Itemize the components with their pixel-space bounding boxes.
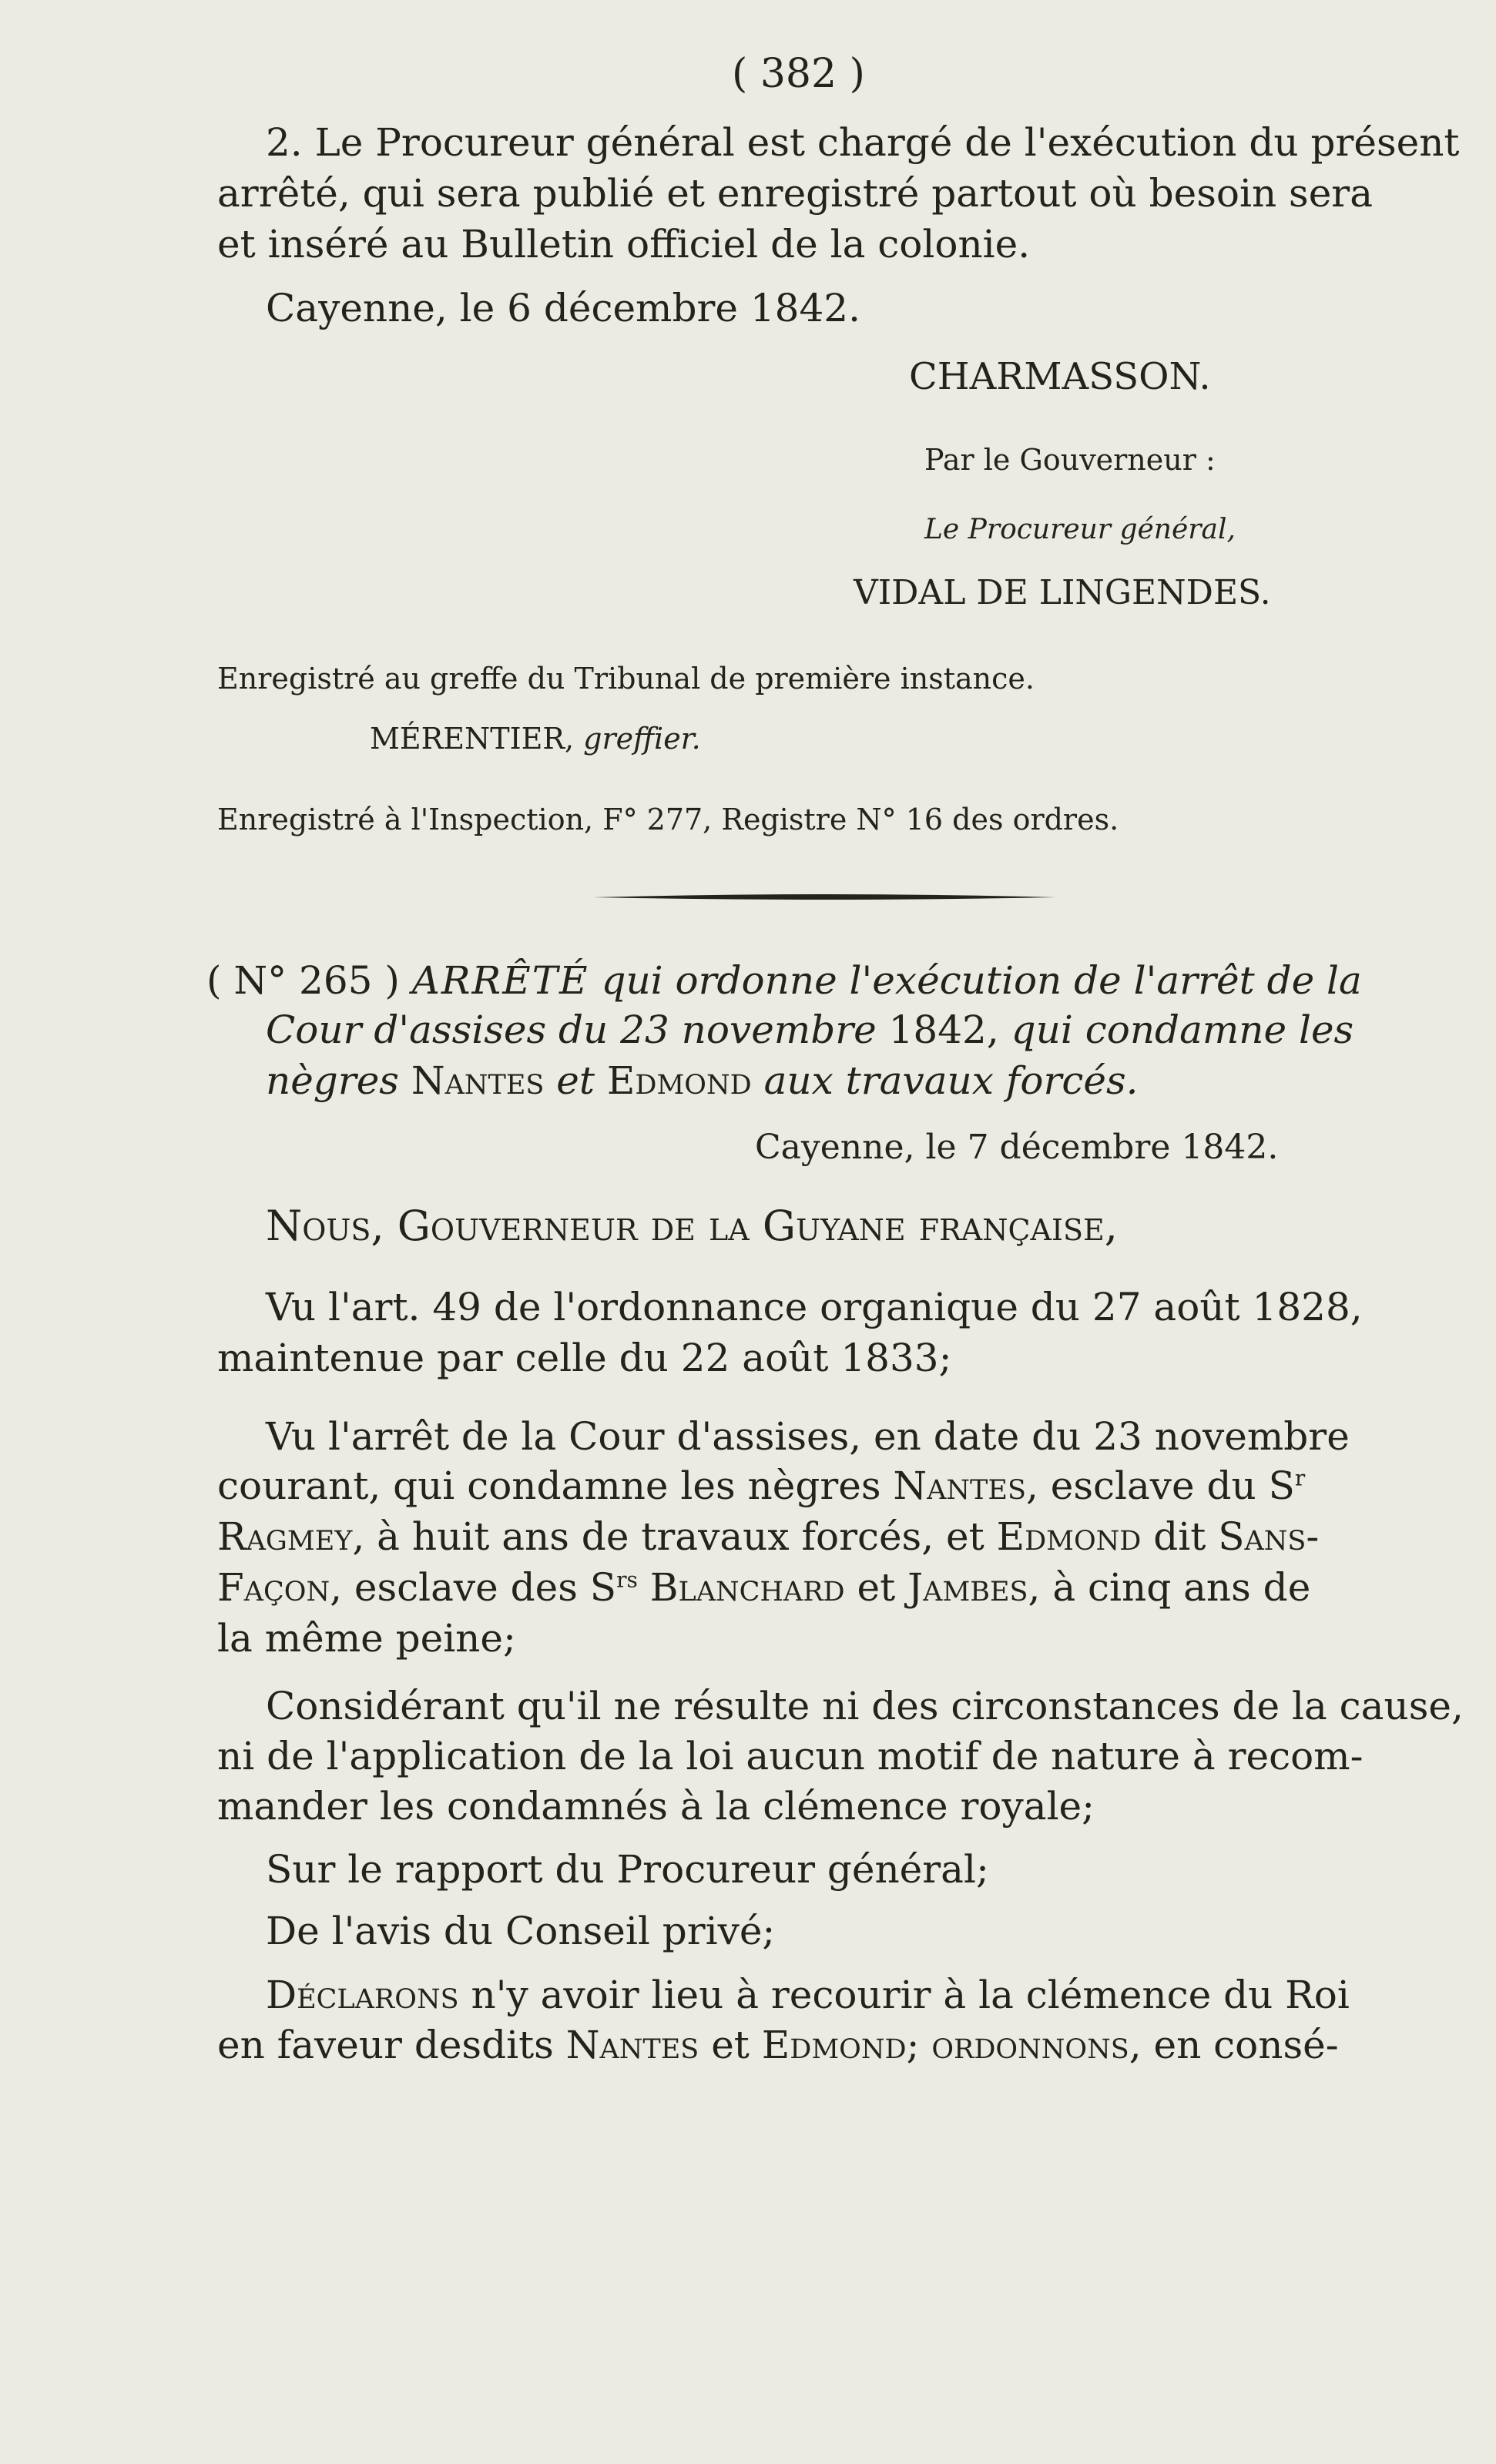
name-edmond: Edmond — [996, 1514, 1142, 1559]
superscript-r: r — [1294, 1465, 1306, 1491]
greffier-name: MÉRENTIER, — [370, 722, 575, 756]
vu-arret-line-3 — [217, 1514, 1320, 1559]
article-2-line-1: 2. Le Procureur général est chargé de l'exécution du présent — [266, 120, 1460, 165]
article-2-line-2: arrêté, qui sera publié et enregistré partout où besoin sera — [217, 171, 1373, 216]
greffier-title: greffier. — [583, 722, 701, 756]
vu-arret-line-2 — [217, 1463, 1306, 1508]
page-number: ( 382 ) — [732, 51, 865, 97]
par-le-gouverneur: Par le Gouverneur : — [924, 443, 1216, 477]
name-ragmey: Ragmey — [217, 1514, 353, 1559]
arrete-heading-year: 1842, — [888, 1007, 999, 1052]
vu-arret-text-4g: , à cinq ans de — [1028, 1565, 1311, 1610]
date-line: Cayenne, le 6 décembre 1842. — [266, 286, 860, 330]
name-nantes: Nantes — [893, 1463, 1026, 1508]
section-divider — [593, 893, 1055, 901]
vu-arret-text-2c: , esclave du S — [1025, 1463, 1295, 1508]
vu-arret-line-1: Vu l'arrêt de la Cour d'assises, en date du 23 novembre — [266, 1414, 1350, 1459]
arrete-heading-line-3 — [266, 1058, 1139, 1103]
name-sans-facon-part-1: Sans- — [1218, 1514, 1320, 1559]
declarons-text-1b: n'y avoir lieu à recourir à la clémence du Roi — [471, 1973, 1350, 2017]
arrete-heading-text-2a: Cour d'assises du 23 novembre — [266, 1007, 877, 1052]
considerant-line-1: Considérant qu'il ne résulte ni des circonstances de la cause, — [266, 1684, 1464, 1728]
de-l-avis: De l'avis du Conseil privé; — [266, 1909, 776, 1953]
signature-vidal-de-lingendes: VIDAL DE LINGENDES. — [854, 573, 1271, 612]
name-blanchard: Blanchard — [649, 1565, 845, 1610]
arrete-number: ( N° 265 ) — [206, 958, 400, 1003]
vu-line-1: Vu l'art. 49 de l'ordonnance organique du 27 août 1828, — [266, 1285, 1363, 1329]
arrete-heading-text-1: qui ordonne l'exécution de l'arrêt de la — [601, 958, 1362, 1003]
name-nantes: Nantes — [565, 2023, 699, 2067]
declarons-line-1 — [266, 1973, 1350, 2017]
sur-le-rapport: Sur le rapport du Procureur général; — [266, 1847, 989, 1892]
name-edmond: Edmond — [761, 2023, 907, 2067]
vu-arret-text-2a: courant, qui condamne les nègres — [217, 1463, 881, 1508]
nous-gouverneur: Nous, Gouverneur de la Guyane française, — [266, 1202, 1118, 1250]
considerant-line-3: mander les condamnés à la clémence royale; — [217, 1784, 1095, 1829]
vu-arret-text-4e: et — [857, 1565, 896, 1610]
vu-arret-text-4b: , esclave des S — [330, 1565, 617, 1610]
considerant-line-2: ni de l'application de la loi aucun motif de nature à recom- — [217, 1734, 1364, 1778]
registered-inspection: Enregistré à l'Inspection, F° 277, Registre N° 16 des ordres. — [217, 803, 1119, 836]
name-nantes: Nantes — [411, 1058, 545, 1103]
greffier-line — [370, 722, 701, 756]
arrete-heading-line-1 — [206, 958, 1362, 1003]
arrete-title: ARRÊTÉ — [411, 958, 589, 1003]
procureur-general-title: Le Procureur général, — [924, 514, 1236, 545]
vu-arret-line-5: la même peine; — [217, 1616, 516, 1661]
arrete-heading-text-3a: nègres — [266, 1058, 399, 1103]
vu-arret-line-4 — [217, 1565, 1311, 1610]
declarons-line-2 — [217, 2023, 1339, 2067]
declarons-text-2a: en faveur desdits — [217, 2023, 554, 2067]
vu-line-2: maintenue par celle du 22 août 1833; — [217, 1336, 952, 1380]
declarons-text-2g: , en consé- — [1129, 2023, 1339, 2067]
superscript-rs: rs — [616, 1567, 638, 1593]
name-edmond: Edmond — [606, 1058, 752, 1103]
name-sans-facon-part-2: Façon — [217, 1565, 330, 1610]
name-jambes: Jambes — [907, 1565, 1028, 1610]
arrete-date: Cayenne, le 7 décembre 1842. — [755, 1128, 1279, 1167]
ordonnons-keyword: ordonnons — [931, 2023, 1129, 2067]
signature-charmasson: CHARMASSON. — [909, 355, 1211, 398]
declarons-text-2e: ; — [906, 2023, 920, 2067]
article-2-line-3: et inséré au Bulletin officiel de la colonie. — [217, 222, 1031, 267]
vu-arret-text-3b: , à huit ans de travaux forcés, et — [352, 1514, 984, 1559]
arrete-heading-line-2 — [266, 1007, 1354, 1052]
arrete-heading-text-3e: aux travaux forcés. — [763, 1058, 1139, 1103]
registered-greffe: Enregistré au greffe du Tribunal de première instance. — [217, 662, 1035, 696]
declarons-text-2c: et — [711, 2023, 750, 2067]
arrete-heading-text-3c: et — [556, 1058, 595, 1103]
declarons-keyword: Déclarons — [266, 1973, 459, 2017]
vu-arret-text-3d: dit — [1153, 1514, 1206, 1559]
arrete-heading-text-2c: qui condamne les — [1011, 1007, 1354, 1052]
